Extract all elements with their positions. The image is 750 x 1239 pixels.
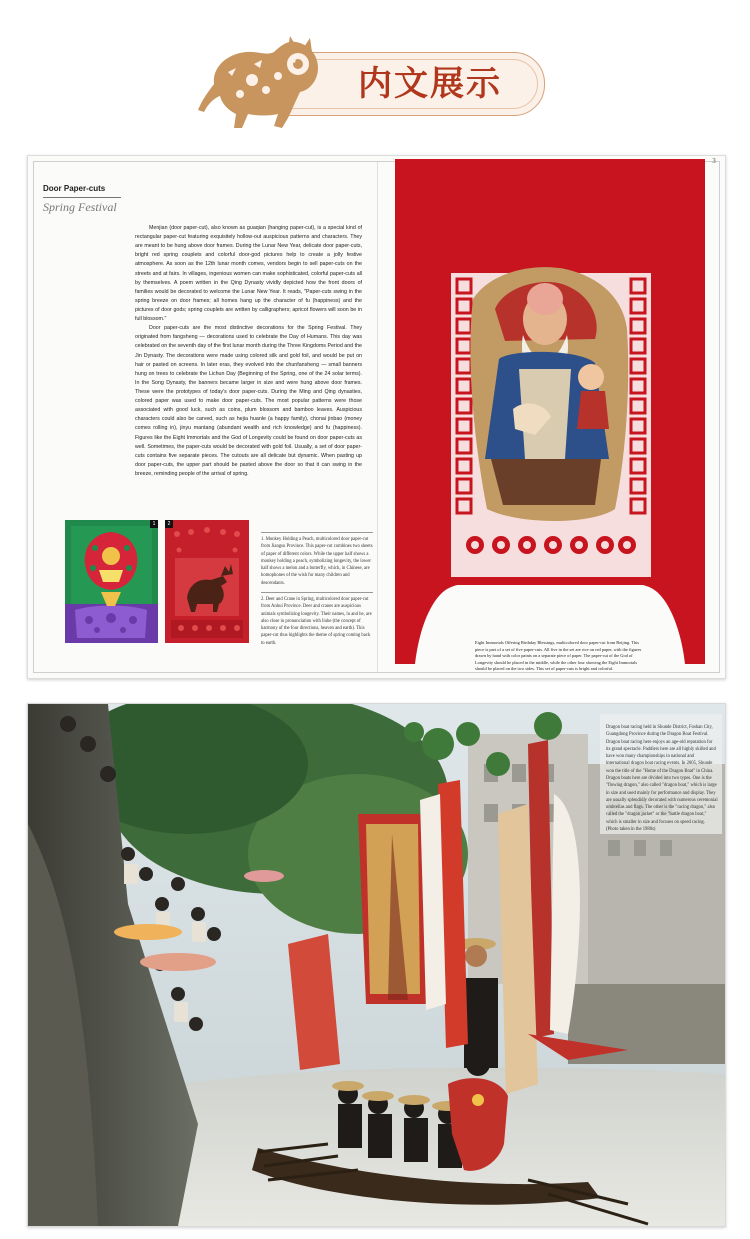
papercut-monkey-illustration (65, 520, 158, 643)
page-gutter (377, 162, 378, 672)
papercut-image-monkey-peach (65, 520, 158, 643)
section-label: Door Paper-cuts (43, 184, 106, 193)
figure-number: 1 (150, 520, 158, 528)
caption-rule (261, 592, 373, 593)
tiger-papercut-icon (192, 30, 324, 134)
caption-rule (261, 532, 373, 533)
figure-captions (261, 532, 373, 652)
papercut-image-god-of-longevity (395, 159, 705, 664)
figure-number: 2 (165, 520, 173, 528)
book-spread-door-papercuts (27, 155, 726, 679)
section-title: Spring Festival (43, 200, 117, 214)
book-spread-dragon-boat (27, 703, 726, 1227)
photo-caption: Dragon boat racing held in Shunde District, Foshan City, Guangdong Province during the Dragon Boat Festival. Dragon boat racing here enjoys an age-old reputation for its grand spectacle. Paddlers here are all highly skilled and have won many championships in national and international dragon boat racing events. In 2005, Shunde won the title of the "Home of the Dragon Boat" in China. Dragon boats here are divided into two types. One is the "flowing dragon," also called "dragon boat," which is large in size and used mainly for performance and display. They are usually splendidly decorated with numerous ceremonial umbrellas and flags. The other is the "racing dragon," also called the "dragon jacket" or the "battle dragon boat," which is smaller in size and focuses on speed racing. (Photo taken in the 1980s) (606, 725, 718, 832)
body-paragraph: Door paper-cuts are the most distinctive decorations for the Spring Festival. They originated from fangsheng — decorations used to celebrate the Day of Humans. This day was celebrated on the seventh day of the first lunar month during the Three Kingdoms Period and the Jin Dynasty. The decorations were made using colored silk and gold foil, and would be put on hair or pasted on screens. In later eras, they evolved into the chunfansheng — small banners hung on trees to celebrate the Lichun Day (Beginning of the Spring, one of the 24 solar terms). In the Song Dynasty, the banners became larger in size and were hung above door frames. These were the prototypes of today's door paper-cuts. During the Ming and Qing dynasties, colored paper was used to make door paper-cuts. The most popular patterns were those associated with good luck, such as coins, plum blossom and bamboo leaves. Auspicious characters could also be carved, such as hejia huanle (a happy family), chonai jinbao (money comes rolling in), jinyu mantang (abundant wealth and rich knowledge) and fu (happiness). Figures like the Eight Immortals and the God of Longevity could be found on door paper-cuts as well. Sometimes, the paper-cuts would be decorated with gold foil. Usually, a set of door paper-cuts contains five separate pieces. The cutouts are all delicate but dynamic. When pasting up door paper-cuts, the upper part should be pasted above the door so that it can swing in the breeze, reminding people of the arrival of spring. (135, 325, 362, 477)
page-number: 3 (712, 158, 716, 165)
section-banner (0, 0, 750, 150)
papercut-image-deer-crane (165, 520, 249, 643)
section-rule (43, 197, 121, 198)
figure-caption-main: Eight Immortals Offering Birthday Blessings, multicolored door paper-cut from Beijing. This piece is part of a set of five paper-cuts. All five in the set are rice on red paper, with the figures drawn by hand with color paints on a separate piece of paper. The paper-cut of the God of Longevity should be placed in the middle, while the other four showing the Eight Immortals should be placed on the two sides. This set of paper-cuts is bright and colorful. (475, 640, 642, 672)
article-body (135, 224, 362, 479)
figure-caption: 1. Monkey Holding a Peach, multicolored door paper-cut from Jiangsu Province. This paper-cut combines two sheets of paper of different colors. While the upper half shows a monkey holding a peach, symbolizing longevity, the lower half shows a melon and a butterfly, which, in Chinese, are homophones of the wish for many children and descendants. (261, 537, 373, 586)
figure-caption: 2. Deer and Crane in Spring, multicolored door paper-cut from Anhui Province. Deer and cranes are auspicious animals symbolizing longevity. Their names, lu and he, are also close in pronunciation with liuhe (the concept of harmony of the four directions, heaven and earth). This paper-cut thus highlights the theme of spring coming back to earth. (261, 596, 372, 646)
papercut-deer-illustration (165, 520, 249, 643)
banner-title: 内文展示 (358, 64, 502, 104)
body-paragraph: Menjian (door paper-cut), also known as guaqian (hanging paper-cut), is a special kind of rectangular paper-cut featuring exquisitely hollow-out auspicious patterns and characters. They are meant to be hung above door frames. During the Lunar New Year, delicate door paper-cuts, bright red spring couplets and colorful door-god pictures help to create a jolly festive atmosphere. As soon as the 12th lunar month comes, vendors begin to sell paper-cuts on the streets and at fairs. In villages, ingenious women can make sophisticated, colorful paper-cuts all by themselves. A poem written in the Qing Dynasty vividly depicted how the front doors of families would be decorated to welcome the Lunar New Year. It reads, "Paper-cuts swing in the spring breeze on door frames; all homes hang up the character of fu (happiness) and the pictures of door gods; spring couplets are written by calligraphers; apricot flowers will soon be in full blossom." (135, 225, 362, 323)
